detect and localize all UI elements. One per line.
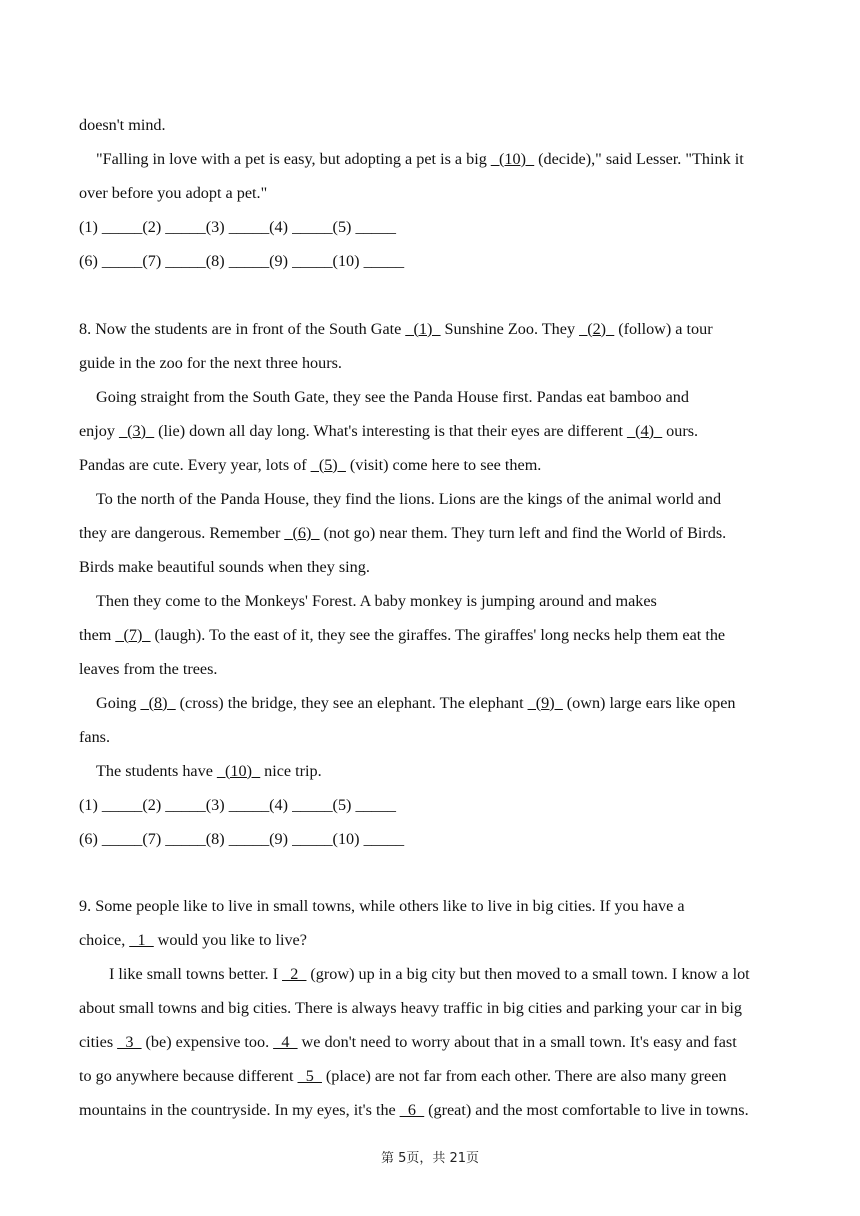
spacer bbox=[79, 856, 787, 890]
text-segment: To the north of the Panda House, they find the lions. Lions are the kings of the animal world and bbox=[96, 489, 722, 508]
blank-1: _1_ bbox=[129, 931, 154, 949]
blank-5: _5_ bbox=[297, 1067, 322, 1085]
passage7-line2 bbox=[79, 142, 787, 176]
text-segment: The students have bbox=[96, 761, 217, 780]
text-segment: (cross) the bridge, they see an elephant. The elephant bbox=[175, 693, 528, 712]
text-segment: choice, bbox=[79, 931, 130, 949]
blank-2: _(2)_ bbox=[579, 319, 615, 338]
question8-line2 bbox=[79, 346, 787, 380]
text-segment: (be) expensive too. bbox=[141, 1033, 274, 1051]
text-segment: about small towns and big cities. There is always heavy traffic in big cities and parking your car in big bbox=[79, 999, 742, 1017]
text-segment: (place) are not far from each other. There are also many green bbox=[321, 1067, 727, 1085]
page-number-footer: 第 5页，共 21页 bbox=[380, 1151, 480, 1166]
text-segment: to go anywhere because different bbox=[79, 1067, 298, 1085]
text-segment: (1) _____(2) _____(3) _____(4) _____(5) _____ bbox=[79, 218, 396, 236]
question8-answer-row-2 bbox=[79, 822, 787, 856]
text-segment: (visit) come here to see them. bbox=[345, 455, 542, 474]
text-segment: (6) _____(7) _____(8) _____(9) _____(10) _____ bbox=[79, 252, 405, 270]
text-segment: Sunshine Zoo. They bbox=[440, 319, 580, 338]
text-segment: Pandas are cute. Every year, lots of bbox=[79, 455, 311, 474]
text-segment: doesn't mind. bbox=[79, 116, 166, 134]
text-segment: them bbox=[79, 625, 116, 644]
question8-line10 bbox=[79, 618, 787, 652]
question8-line14 bbox=[79, 754, 787, 788]
question8-line7 bbox=[79, 516, 787, 550]
text-segment: guide in the zoo for the next three hours. bbox=[79, 353, 342, 372]
question8-line6 bbox=[79, 482, 787, 516]
blank-3: _(3)_ bbox=[119, 421, 155, 440]
text-segment: we don't need to worry about that in a small town. It's easy and fast bbox=[297, 1033, 737, 1051]
blank-10: _(10)_ bbox=[216, 761, 261, 780]
blank-8: _(8)_ bbox=[140, 693, 176, 712]
text-segment: (not go) near them. They turn left and find the World of Birds. bbox=[319, 523, 727, 542]
text-segment: 9. Some people like to live in small towns, while others like to live in big cities. If you have a bbox=[79, 897, 685, 915]
question9-line5 bbox=[79, 1025, 787, 1059]
blank-4: _(4)_ bbox=[627, 421, 663, 440]
question8-line11 bbox=[79, 652, 787, 686]
text-segment: "Falling in love with a pet is easy, but adopting a pet is a big bbox=[96, 150, 491, 168]
text-segment: (great) and the most comfortable to live in towns. bbox=[424, 1101, 749, 1119]
text-segment: cities bbox=[79, 1033, 118, 1051]
text-segment: (grow) up in a big city but then moved to a small town. I know a lot bbox=[306, 965, 750, 983]
text-segment: I like small towns better. I bbox=[109, 965, 283, 983]
blank-4: _4_ bbox=[273, 1033, 298, 1051]
question8-line1 bbox=[79, 312, 787, 346]
text-segment: mountains in the countryside. In my eyes, it's the bbox=[79, 1101, 400, 1119]
text-segment: ours. bbox=[662, 421, 699, 440]
question8-line5 bbox=[79, 448, 787, 482]
question8-answer-row-1 bbox=[79, 788, 787, 822]
text-segment: (lie) down all day long. What's interesting is that their eyes are different bbox=[154, 421, 628, 440]
question9-line4 bbox=[79, 991, 787, 1025]
passage7-answer-row-2 bbox=[79, 244, 787, 278]
text-segment: fans. bbox=[79, 727, 111, 746]
blank-6: _(6)_ bbox=[284, 523, 320, 542]
question9-line6 bbox=[79, 1059, 787, 1093]
text-segment: Birds make beautiful sounds when they sing. bbox=[79, 557, 370, 576]
question8-line8 bbox=[79, 550, 787, 584]
text-segment: Going bbox=[96, 693, 141, 712]
blank-5: _(5)_ bbox=[310, 455, 346, 474]
question8-line4 bbox=[79, 414, 787, 448]
blank-9: _(9)_ bbox=[527, 693, 563, 712]
question8-line9 bbox=[79, 584, 787, 618]
spacer bbox=[79, 278, 787, 312]
blank-2: _2_ bbox=[282, 965, 307, 983]
text-segment: would you like to live? bbox=[153, 931, 307, 949]
blank-7: _(7)_ bbox=[115, 625, 151, 644]
text-segment: over before you adopt a pet." bbox=[79, 184, 268, 202]
question8-line12 bbox=[79, 686, 787, 720]
question9-line2 bbox=[79, 923, 787, 957]
question9-line1 bbox=[79, 889, 787, 923]
blank-10: _(10)_ bbox=[490, 150, 535, 168]
question9-line7 bbox=[79, 1093, 787, 1127]
question9-line3 bbox=[79, 957, 787, 991]
text-segment: enjoy bbox=[79, 421, 120, 440]
text-segment: (decide)," said Lesser. "Think it bbox=[534, 150, 744, 168]
blank-6: _6_ bbox=[399, 1101, 425, 1119]
text-segment: Going straight from the South Gate, they see the Panda House first. Pandas eat bamboo and bbox=[96, 387, 689, 406]
blank-3: _3_ bbox=[117, 1033, 142, 1051]
question8-line13 bbox=[79, 720, 787, 754]
text-segment: nice trip. bbox=[260, 761, 322, 780]
text-segment: (follow) a tour bbox=[614, 319, 713, 338]
text-segment: 8. Now the students are in front of the South Gate bbox=[79, 319, 406, 338]
text-segment: (laugh). To the east of it, they see the giraffes. The giraffes' long necks help them eat the bbox=[150, 625, 726, 644]
text-segment: they are dangerous. Remember bbox=[79, 523, 285, 542]
text-segment: leaves from the trees. bbox=[79, 659, 218, 678]
passage7-answer-row-1 bbox=[79, 210, 787, 244]
passage7-line1 bbox=[79, 108, 787, 142]
text-segment: (1) _____(2) _____(3) _____(4) _____(5) _____ bbox=[79, 795, 396, 814]
blank-1: _(1)_ bbox=[405, 319, 441, 338]
text-segment: (own) large ears like open bbox=[562, 693, 736, 712]
question8-line3 bbox=[79, 380, 787, 414]
text-segment: Then they come to the Monkeys' Forest. A baby monkey is jumping around and makes bbox=[96, 591, 657, 610]
passage7-line3 bbox=[79, 176, 787, 210]
text-segment: (6) _____(7) _____(8) _____(9) _____(10) _____ bbox=[79, 829, 405, 848]
document-content bbox=[79, 108, 787, 1127]
